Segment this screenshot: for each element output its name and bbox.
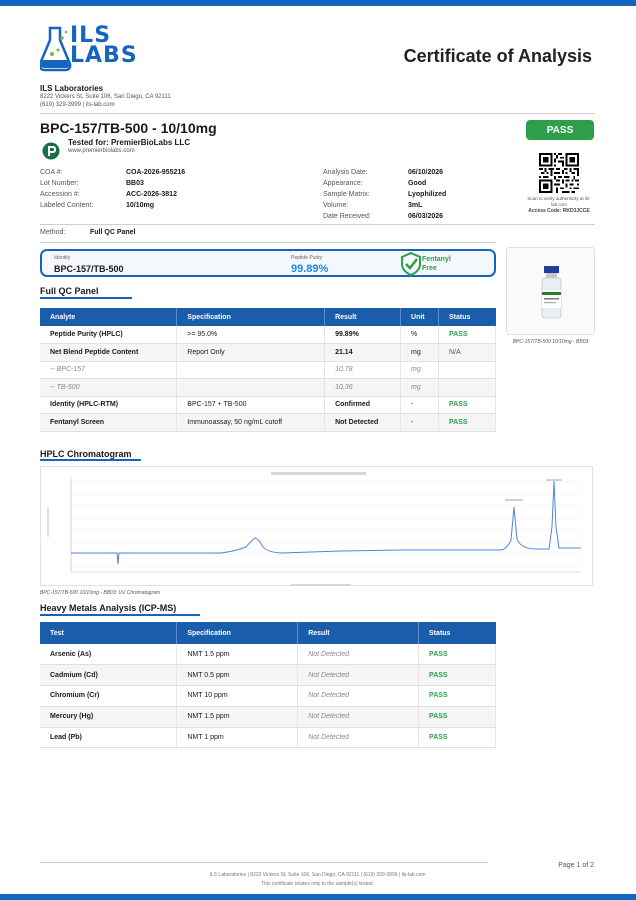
cell-analyte: -- TB-500 xyxy=(40,379,177,397)
vial-caption: BPC-157/TB-500 10/10mg - BB03 xyxy=(512,339,589,345)
table-row xyxy=(40,344,496,362)
cell-spec: >= 95.0% xyxy=(177,326,325,344)
table-row xyxy=(40,644,496,665)
shield-check-icon xyxy=(400,252,422,276)
lab-contact: (619) 329-3999 | ils-lab.com xyxy=(40,102,115,108)
info-analysis-date xyxy=(323,169,443,176)
cell-test: Arsenic (As) xyxy=(40,644,177,665)
cell-spec xyxy=(177,361,325,379)
table-header-row xyxy=(40,308,496,326)
cell-result: Not Detected xyxy=(325,414,401,432)
qr-caption: Scan to verify authenticity at ils-lab.com xyxy=(527,196,591,207)
info-accession xyxy=(40,191,177,198)
cell-status: PASS xyxy=(419,706,496,727)
page-number: Page 1 of 2 xyxy=(558,862,594,869)
table-row xyxy=(40,665,496,686)
info-labeled-content xyxy=(40,202,154,209)
cell-analyte: Net Blend Peptide Content xyxy=(40,344,177,362)
footer-divider xyxy=(40,862,488,863)
cell-spec: NMT 0.5 ppm xyxy=(177,665,298,686)
cell-status: PASS xyxy=(419,644,496,665)
info-label: Date Received: xyxy=(323,213,371,220)
cell-status xyxy=(439,379,496,397)
cell-unit: - xyxy=(401,396,439,414)
lab-address: 8222 Vickers St, Suite 106, San Diego, CA 92111 xyxy=(40,94,171,100)
table-row xyxy=(40,706,496,727)
logo-text-bottom: LABS xyxy=(70,43,138,68)
vial-photo xyxy=(506,247,595,335)
info-value: 3mL xyxy=(408,202,423,209)
cell-unit: mg xyxy=(401,379,439,397)
col-header-result: Result xyxy=(325,308,401,326)
chromatogram-image xyxy=(40,466,593,586)
cell-analyte: Peptide Purity (HPLC) xyxy=(40,326,177,344)
table-row xyxy=(40,379,496,397)
cell-test: Lead (Pb) xyxy=(40,727,177,748)
cell-spec: NMT 1.5 ppm xyxy=(177,706,298,727)
table-row xyxy=(40,396,496,414)
purity-label: Peptide Purity xyxy=(291,255,323,261)
cell-unit: % xyxy=(401,326,439,344)
table-row xyxy=(40,361,496,379)
cell-status: PASS xyxy=(439,414,496,432)
info-value: 06/10/2026 xyxy=(408,169,444,176)
cell-result: Not Detected xyxy=(298,644,419,665)
divider xyxy=(40,224,595,225)
identity-label: Identity xyxy=(54,255,71,261)
cell-status: PASS xyxy=(439,396,496,414)
cell-result: Confirmed xyxy=(325,396,401,414)
cell-result: Not Detected xyxy=(298,686,419,707)
section-underline xyxy=(40,614,200,616)
document-title: Certificate of Analysis xyxy=(403,46,592,66)
chromatogram-caption: BPC-157/TB-500 10/10mg - BB03: UV Chromatogram xyxy=(40,590,161,596)
cell-spec: NMT 10 ppm xyxy=(177,686,298,707)
cell-status: PASS xyxy=(419,686,496,707)
table-row xyxy=(40,326,496,344)
cell-status: PASS xyxy=(419,727,496,748)
footer-disclaimer: This certificate relates only to the sample(s) tested. xyxy=(261,881,374,887)
overall-pass-badge: PASS xyxy=(526,120,594,140)
info-value: Good xyxy=(408,180,427,187)
method-label: Method: xyxy=(40,229,66,236)
cell-status: PASS xyxy=(419,665,496,686)
cell-test: Chromium (Cr) xyxy=(40,686,177,707)
cell-result: Not Detected xyxy=(298,665,419,686)
cell-spec: NMT 1 ppm xyxy=(177,727,298,748)
cell-result: Not Detected xyxy=(298,706,419,727)
info-appearance xyxy=(323,180,426,187)
heavy-metals-table xyxy=(40,622,496,748)
col-header-specification: Specification xyxy=(177,308,325,326)
info-sample-matrix xyxy=(323,191,446,198)
info-label: Accession #: xyxy=(40,191,80,198)
footer-address: ILS Laboratories | 8222 Vickers St, Suite 106, San Diego, CA 92111 | (619) 329-3999 | ils-lab.com xyxy=(209,872,426,878)
info-lot xyxy=(40,180,144,187)
divider xyxy=(40,242,496,243)
col-header-specification: Specification xyxy=(177,622,298,644)
qc-panel-table xyxy=(40,308,496,432)
logo-wordmark xyxy=(70,23,138,68)
info-label: Lot Number: xyxy=(40,180,79,187)
qr-code-icon[interactable] xyxy=(539,153,579,193)
cell-analyte: -- BPC-157 xyxy=(40,361,177,379)
fentanyl-text xyxy=(422,255,451,273)
cell-result: 10.36 xyxy=(325,379,401,397)
table-row xyxy=(40,727,496,748)
cell-unit: mg xyxy=(401,344,439,362)
top-accent-bar xyxy=(0,0,636,6)
cell-test: Cadmium (Cd) xyxy=(40,665,177,686)
section-underline xyxy=(40,459,141,461)
info-label: Sample Matrix: xyxy=(323,191,370,198)
divider xyxy=(40,113,595,114)
logo-text-top: ILS xyxy=(70,23,112,48)
table-row xyxy=(40,686,496,707)
cell-spec: Immunoassay, 50 ng/mL cutoff xyxy=(177,414,325,432)
info-coa xyxy=(40,169,185,176)
cell-result: 99.89% xyxy=(325,326,401,344)
info-value: Lyophilized xyxy=(408,191,447,198)
cell-unit: - xyxy=(401,414,439,432)
chromatogram-trace-icon xyxy=(41,467,594,587)
access-code: Access Code: RKD3JCCE xyxy=(528,208,590,214)
col-header-result: Result xyxy=(298,622,419,644)
col-header-status: Status xyxy=(439,308,496,326)
metals-title: Heavy Metals Analysis (ICP-MS) xyxy=(40,603,177,613)
table-header-row xyxy=(40,622,496,644)
info-label: Appearance: xyxy=(323,180,363,187)
client-logo-icon xyxy=(42,142,60,160)
cell-status: N/A xyxy=(439,344,496,362)
lab-name: ILS Laboratories xyxy=(40,84,104,93)
info-volume xyxy=(323,202,422,209)
col-header-analyte: Analyte xyxy=(40,308,177,326)
info-value: BB03 xyxy=(126,180,144,187)
bottom-accent-bar xyxy=(0,894,636,900)
method-row xyxy=(40,229,136,236)
fentanyl-free-badge xyxy=(400,252,460,276)
cell-result: 21.14 xyxy=(325,344,401,362)
col-header-test: Test xyxy=(40,622,177,644)
method-value: Full QC Panel xyxy=(90,229,136,236)
cell-spec xyxy=(177,379,325,397)
info-value: 06/03/2026 xyxy=(408,213,444,220)
col-header-status: Status xyxy=(419,622,496,644)
identity-value: BPC-157/TB-500 xyxy=(54,264,124,274)
cell-status: PASS xyxy=(439,326,496,344)
cell-result: 10.78 xyxy=(325,361,401,379)
product-title: BPC-157/TB-500 - 10/10mg xyxy=(40,120,217,136)
vial-icon xyxy=(507,248,596,336)
cell-spec: NMT 1.5 ppm xyxy=(177,644,298,665)
cell-spec: BPC-157 + TB-500 xyxy=(177,396,325,414)
summary-box xyxy=(40,249,496,277)
section-underline xyxy=(40,297,132,299)
cell-status xyxy=(439,361,496,379)
cell-spec: Report Only xyxy=(177,344,325,362)
info-value: COA-2026-955216 xyxy=(126,169,186,176)
cell-test: Mercury (Hg) xyxy=(40,706,177,727)
info-label: COA #: xyxy=(40,169,63,176)
cell-result: Not Detected xyxy=(298,727,419,748)
info-label: Labeled Content: xyxy=(40,202,94,209)
info-value: 10/10mg xyxy=(126,202,155,209)
qc-panel-title: Full QC Panel xyxy=(40,286,99,296)
col-header-unit: Unit xyxy=(401,308,439,326)
info-label: Analysis Date: xyxy=(323,169,368,176)
client-website[interactable]: www.premierbiolabs.com xyxy=(68,148,135,154)
purity-value: 99.89% xyxy=(291,263,329,275)
table-row xyxy=(40,414,496,432)
fentanyl-line1: Fentanyl xyxy=(422,256,451,263)
cell-analyte: Identity (HPLC-RTM) xyxy=(40,396,177,414)
cell-analyte: Fentanyl Screen xyxy=(40,414,177,432)
info-value: ACC-2026-3812 xyxy=(126,191,177,198)
client-name: Tested for: PremierBioLabs LLC xyxy=(68,138,191,147)
chromatogram-title: HPLC Chromatogram xyxy=(40,449,132,459)
info-date-received xyxy=(323,213,443,220)
info-label: Volume: xyxy=(323,202,349,209)
cell-unit: mg xyxy=(401,361,439,379)
fentanyl-line2: Free xyxy=(422,265,437,272)
